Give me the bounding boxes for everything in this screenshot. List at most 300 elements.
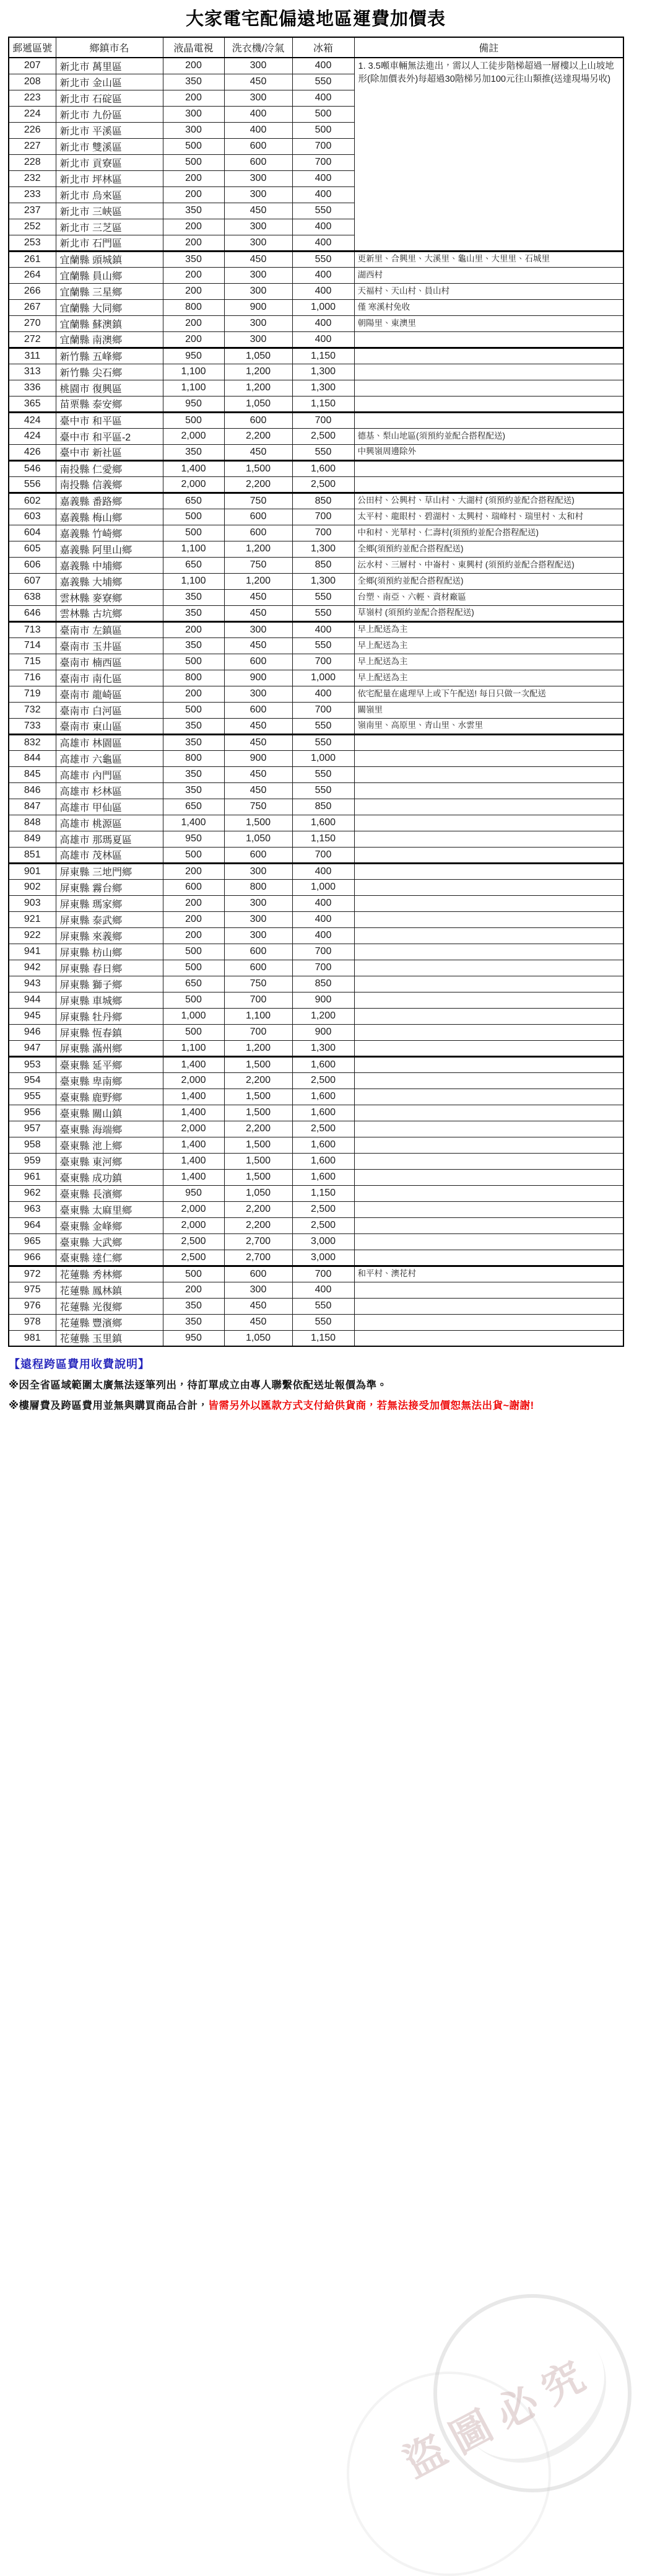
cell-lcd-tv: 200: [163, 927, 224, 944]
cell-remark: 台塑、南亞、六輕、資材廠區: [354, 589, 623, 605]
cell-zip: 224: [9, 106, 56, 122]
cell-lcd-tv: 1,100: [163, 364, 224, 380]
cell-lcd-tv: 200: [163, 283, 224, 299]
cell-washer-ac: 300: [224, 863, 292, 879]
cell-area: 雲林縣 麥寮鄉: [56, 589, 163, 605]
cell-fridge: 1,300: [292, 541, 354, 557]
cell-lcd-tv: 2,000: [163, 476, 224, 493]
cell-lcd-tv: 650: [163, 557, 224, 573]
cell-area: 臺中市 新社區: [56, 444, 163, 460]
cell-lcd-tv: 200: [163, 170, 224, 186]
cell-area: 臺中市 和平區-2: [56, 428, 163, 444]
cell-area: 臺東縣 成功鎮: [56, 1169, 163, 1185]
cell-fridge: 400: [292, 621, 354, 637]
cell-lcd-tv: 2,000: [163, 428, 224, 444]
cell-fridge: 400: [292, 235, 354, 251]
cell-remark: [354, 348, 623, 364]
cell-fridge: 400: [292, 170, 354, 186]
cell-area: 高雄市 內門區: [56, 766, 163, 782]
cell-area: 新北市 石門區: [56, 235, 163, 251]
cell-washer-ac: 450: [224, 718, 292, 734]
table-row: [9, 251, 623, 267]
cell-washer-ac: 1,050: [224, 396, 292, 412]
cell-fridge: 850: [292, 976, 354, 992]
cell-zip: 226: [9, 122, 56, 138]
table-row: [9, 1217, 623, 1233]
cell-area: 嘉義縣 中埔鄉: [56, 557, 163, 573]
cell-fridge: 700: [292, 509, 354, 525]
cell-zip: 733: [9, 718, 56, 734]
cell-lcd-tv: 1,100: [163, 573, 224, 589]
cell-zip: 261: [9, 251, 56, 267]
cell-zip: 646: [9, 605, 56, 621]
cell-washer-ac: 300: [224, 90, 292, 106]
table-row: [9, 1008, 623, 1024]
table-row: [9, 364, 623, 380]
table-row: [9, 654, 623, 670]
cell-fridge: 3,000: [292, 1250, 354, 1266]
cell-fridge: 700: [292, 154, 354, 170]
table-row: [9, 782, 623, 799]
cell-fridge: 700: [292, 1266, 354, 1282]
cell-washer-ac: 300: [224, 895, 292, 911]
table-row: [9, 412, 623, 428]
cell-washer-ac: 600: [224, 138, 292, 154]
cell-washer-ac: 450: [224, 251, 292, 267]
cell-fridge: 700: [292, 654, 354, 670]
table-row: [9, 589, 623, 605]
cell-fridge: 1,000: [292, 750, 354, 766]
cell-fridge: 550: [292, 605, 354, 621]
cell-zip: 903: [9, 895, 56, 911]
cell-area: 宜蘭縣 南澳鄉: [56, 331, 163, 348]
cell-zip: 227: [9, 138, 56, 154]
cell-area: 屏東縣 滿州鄉: [56, 1040, 163, 1056]
cell-lcd-tv: 350: [163, 203, 224, 219]
cell-washer-ac: 2,200: [224, 1121, 292, 1137]
cell-zip: 715: [9, 654, 56, 670]
cell-fridge: 1,000: [292, 879, 354, 895]
cell-fridge: 2,500: [292, 476, 354, 493]
cell-lcd-tv: 800: [163, 670, 224, 686]
cell-zip: 313: [9, 364, 56, 380]
cell-fridge: 400: [292, 283, 354, 299]
cell-fridge: 1,600: [292, 1137, 354, 1153]
watermark-circle2-icon: [347, 2372, 551, 2576]
cell-fridge: 2,500: [292, 428, 354, 444]
cell-washer-ac: 300: [224, 1282, 292, 1298]
table-row: [9, 1169, 623, 1185]
cell-fridge: 400: [292, 315, 354, 331]
cell-zip: 901: [9, 863, 56, 879]
cell-area: 宜蘭縣 蘇澳鎮: [56, 315, 163, 331]
cell-remark: 朝陽里、東澳里: [354, 315, 623, 331]
cell-lcd-tv: 500: [163, 138, 224, 154]
table-row: [9, 1105, 623, 1121]
cell-area: 宜蘭縣 大同鄉: [56, 299, 163, 315]
cell-fridge: 550: [292, 637, 354, 654]
table-row: [9, 863, 623, 879]
cell-washer-ac: 1,200: [224, 573, 292, 589]
cell-lcd-tv: 500: [163, 960, 224, 976]
footer-note-2: [9, 1397, 632, 1412]
cell-washer-ac: 1,050: [224, 831, 292, 847]
cell-zip: 966: [9, 1250, 56, 1266]
cell-lcd-tv: 200: [163, 686, 224, 702]
cell-remark: [354, 1233, 623, 1250]
cell-washer-ac: 300: [224, 267, 292, 283]
cell-area: 臺東縣 太麻里鄉: [56, 1201, 163, 1217]
cell-zip: 270: [9, 315, 56, 331]
cell-fridge: 3,000: [292, 1233, 354, 1250]
cell-washer-ac: 1,200: [224, 1040, 292, 1056]
table-row: [9, 1153, 623, 1169]
shipping-surcharge-table: [8, 37, 624, 1347]
cell-lcd-tv: 350: [163, 444, 224, 460]
cell-remark: [354, 1024, 623, 1040]
cell-remark: [354, 1121, 623, 1137]
table-row: [9, 267, 623, 283]
cell-washer-ac: 700: [224, 992, 292, 1008]
cell-fridge: 400: [292, 267, 354, 283]
table-row: [9, 702, 623, 718]
cell-zip: 959: [9, 1153, 56, 1169]
cell-fridge: 500: [292, 122, 354, 138]
cell-fridge: 850: [292, 557, 354, 573]
cell-lcd-tv: 200: [163, 235, 224, 251]
cell-area: 嘉義縣 阿里山鄉: [56, 541, 163, 557]
table-row: [9, 1298, 623, 1314]
cell-washer-ac: 1,200: [224, 380, 292, 396]
cell-zip: 975: [9, 1282, 56, 1298]
table-row: [9, 1233, 623, 1250]
cell-lcd-tv: 350: [163, 734, 224, 750]
cell-remark: [354, 927, 623, 944]
cell-remark: [354, 1298, 623, 1314]
cell-zip: 546: [9, 460, 56, 476]
cell-washer-ac: 1,500: [224, 460, 292, 476]
cell-zip: 922: [9, 927, 56, 944]
cell-fridge: 1,600: [292, 1105, 354, 1121]
cell-area: 新北市 烏來區: [56, 186, 163, 203]
cell-remark: 湖西村: [354, 267, 623, 283]
cell-lcd-tv: 200: [163, 331, 224, 348]
cell-lcd-tv: 2,000: [163, 1201, 224, 1217]
cell-remark: [354, 1314, 623, 1330]
cell-area: 臺南市 白河區: [56, 702, 163, 718]
cell-washer-ac: 600: [224, 412, 292, 428]
cell-zip: 978: [9, 1314, 56, 1330]
cell-zip: 207: [9, 58, 56, 74]
cell-area: 臺東縣 卑南鄉: [56, 1072, 163, 1089]
cell-zip: 947: [9, 1040, 56, 1056]
table-row: [9, 525, 623, 541]
cell-remark: 公田村、公興村、草山村、大湖村 (須預約並配合搭程配送): [354, 493, 623, 509]
cell-remark: [354, 799, 623, 815]
cell-washer-ac: 450: [224, 734, 292, 750]
cell-zip: 233: [9, 186, 56, 203]
footer-heading: 【遠程跨區費用收費說明】: [9, 1358, 150, 1370]
cell-area: 新北市 萬里區: [56, 58, 163, 74]
cell-washer-ac: 300: [224, 219, 292, 235]
cell-zip: 267: [9, 299, 56, 315]
cell-lcd-tv: 200: [163, 90, 224, 106]
cell-zip: 957: [9, 1121, 56, 1137]
cell-zip: 847: [9, 799, 56, 815]
cell-washer-ac: 900: [224, 299, 292, 315]
table-row: [9, 58, 623, 74]
cell-zip: 272: [9, 331, 56, 348]
table-row: [9, 1137, 623, 1153]
cell-zip: 832: [9, 734, 56, 750]
cell-washer-ac: 450: [224, 1298, 292, 1314]
cell-zip: 424: [9, 412, 56, 428]
cell-remark: 更新里、合興里、大溪里、龜山里、大里里、石城里: [354, 251, 623, 267]
column-header-washer-ac: 洗衣機/冷氣: [224, 37, 292, 58]
cell-lcd-tv: 2,500: [163, 1250, 224, 1266]
cell-remark: 中和村、光華村、仁壽村(須預約並配合搭程配送): [354, 525, 623, 541]
table-row: [9, 573, 623, 589]
cell-remark: [354, 460, 623, 476]
cell-washer-ac: 1,200: [224, 541, 292, 557]
cell-remark: 全鄉(須預約並配合搭程配送): [354, 573, 623, 589]
table-row: [9, 444, 623, 460]
cell-zip: 972: [9, 1266, 56, 1282]
cell-lcd-tv: 500: [163, 992, 224, 1008]
cell-fridge: 550: [292, 74, 354, 90]
cell-lcd-tv: 350: [163, 718, 224, 734]
cell-area: 南投縣 仁愛鄉: [56, 460, 163, 476]
cell-fridge: 700: [292, 960, 354, 976]
cell-remark: 沄水村、三層村、中崙村、東興村 (須預約並配合搭程配送): [354, 557, 623, 573]
cell-lcd-tv: 350: [163, 74, 224, 90]
cell-remark: [354, 1089, 623, 1105]
cell-washer-ac: 1,500: [224, 1105, 292, 1121]
cell-fridge: 550: [292, 203, 354, 219]
cell-washer-ac: 600: [224, 654, 292, 670]
table-row: [9, 331, 623, 348]
cell-remark: 早上配送為主: [354, 637, 623, 654]
table-row: [9, 493, 623, 509]
cell-washer-ac: 2,700: [224, 1250, 292, 1266]
cell-area: 高雄市 六龜區: [56, 750, 163, 766]
cell-area: 高雄市 桃源區: [56, 815, 163, 831]
table-row: [9, 1282, 623, 1298]
cell-remark: [354, 1185, 623, 1201]
cell-remark: [354, 766, 623, 782]
cell-remark: [354, 895, 623, 911]
cell-lcd-tv: 1,400: [163, 1056, 224, 1072]
cell-area: 臺東縣 達仁鄉: [56, 1250, 163, 1266]
cell-fridge: 500: [292, 106, 354, 122]
cell-zip: 252: [9, 219, 56, 235]
cell-remark: [354, 380, 623, 396]
cell-area: 臺東縣 池上鄉: [56, 1137, 163, 1153]
cell-remark: [354, 1137, 623, 1153]
cell-remark: [354, 992, 623, 1008]
cell-zip: 921: [9, 911, 56, 927]
cell-fridge: 400: [292, 331, 354, 348]
cell-remark: 僅 寒溪村免收: [354, 299, 623, 315]
cell-area: 高雄市 甲仙區: [56, 799, 163, 815]
cell-lcd-tv: 200: [163, 219, 224, 235]
cell-fridge: 400: [292, 1282, 354, 1298]
cell-lcd-tv: 200: [163, 315, 224, 331]
table-row: [9, 960, 623, 976]
cell-remark: [354, 331, 623, 348]
cell-fridge: 900: [292, 992, 354, 1008]
cell-fridge: 1,150: [292, 1185, 354, 1201]
cell-zip: 232: [9, 170, 56, 186]
cell-fridge: 1,150: [292, 396, 354, 412]
cell-zip: 714: [9, 637, 56, 654]
cell-remark: [354, 1330, 623, 1346]
cell-lcd-tv: 350: [163, 1298, 224, 1314]
cell-lcd-tv: 300: [163, 122, 224, 138]
cell-area: 新北市 金山區: [56, 74, 163, 90]
cell-fridge: 550: [292, 444, 354, 460]
cell-zip: 851: [9, 847, 56, 863]
cell-lcd-tv: 2,000: [163, 1121, 224, 1137]
cell-zip: 844: [9, 750, 56, 766]
table-row: [9, 1121, 623, 1137]
footer-note-2-red: 皆需另外以匯款方式支付給供貨商，若無法接受加價恕無法出貨~謝謝!: [208, 1400, 534, 1411]
cell-fridge: 700: [292, 702, 354, 718]
cell-fridge: 550: [292, 782, 354, 799]
column-header-zip: 郵遞區號: [9, 37, 56, 58]
cell-area: 臺東縣 東河鄉: [56, 1153, 163, 1169]
cell-remark: 關嶺里: [354, 702, 623, 718]
cell-remark: [354, 944, 623, 960]
cell-area: 臺東縣 大武鄉: [56, 1233, 163, 1250]
column-header-lcd-tv: 液晶電視: [163, 37, 224, 58]
cell-remark: [354, 1072, 623, 1089]
cell-zip: 962: [9, 1185, 56, 1201]
cell-lcd-tv: 350: [163, 782, 224, 799]
cell-lcd-tv: 500: [163, 944, 224, 960]
cell-area: 嘉義縣 竹崎鄉: [56, 525, 163, 541]
cell-zip: 848: [9, 815, 56, 831]
cell-washer-ac: 2,200: [224, 1217, 292, 1233]
cell-area: 屏東縣 霧台鄉: [56, 879, 163, 895]
cell-fridge: 1,200: [292, 1008, 354, 1024]
cell-area: 高雄市 那瑪夏區: [56, 831, 163, 847]
cell-washer-ac: 300: [224, 331, 292, 348]
cell-lcd-tv: 500: [163, 525, 224, 541]
cell-fridge: 1,600: [292, 815, 354, 831]
cell-remark: [354, 364, 623, 380]
cell-lcd-tv: 1,400: [163, 1153, 224, 1169]
cell-zip: 603: [9, 509, 56, 525]
table-row: [9, 637, 623, 654]
cell-area: 嘉義縣 番路鄉: [56, 493, 163, 509]
cell-fridge: 2,500: [292, 1121, 354, 1137]
cell-fridge: 550: [292, 589, 354, 605]
cell-area: 新北市 九份區: [56, 106, 163, 122]
table-row: [9, 283, 623, 299]
cell-area: 屏東縣 牡丹鄉: [56, 1008, 163, 1024]
cell-zip: 426: [9, 444, 56, 460]
cell-area: 臺南市 東山區: [56, 718, 163, 734]
cell-lcd-tv: 200: [163, 267, 224, 283]
table-row: [9, 976, 623, 992]
cell-remark: [354, 847, 623, 863]
cell-zip: 237: [9, 203, 56, 219]
cell-fridge: 1,600: [292, 1169, 354, 1185]
table-row: [9, 750, 623, 766]
cell-lcd-tv: 950: [163, 348, 224, 364]
cell-area: 花蓮縣 光復鄉: [56, 1298, 163, 1314]
cell-zip: 605: [9, 541, 56, 557]
cell-remark: [354, 976, 623, 992]
cell-lcd-tv: 2,000: [163, 1217, 224, 1233]
footer-note-2-black: ※樓層費及跨區費用並無與購買商品合計，: [9, 1400, 209, 1411]
cell-lcd-tv: 950: [163, 1185, 224, 1201]
cell-washer-ac: 1,500: [224, 815, 292, 831]
cell-zip: 716: [9, 670, 56, 686]
cell-zip: 266: [9, 283, 56, 299]
cell-fridge: 400: [292, 58, 354, 74]
cell-zip: 713: [9, 621, 56, 637]
cell-washer-ac: 1,500: [224, 1056, 292, 1072]
cell-remark: [354, 1282, 623, 1298]
cell-zip: 976: [9, 1298, 56, 1314]
table-row: [9, 1089, 623, 1105]
cell-lcd-tv: 200: [163, 186, 224, 203]
cell-area: 花蓮縣 秀林鄉: [56, 1266, 163, 1282]
cell-washer-ac: 400: [224, 106, 292, 122]
cell-lcd-tv: 1,000: [163, 1008, 224, 1024]
cell-fridge: 1,150: [292, 1330, 354, 1346]
cell-lcd-tv: 950: [163, 396, 224, 412]
cell-washer-ac: 750: [224, 557, 292, 573]
cell-area: 臺南市 龍崎區: [56, 686, 163, 702]
table-row: [9, 766, 623, 782]
cell-remark: 德基、梨山地區(須預約並配合搭程配送): [354, 428, 623, 444]
cell-area: 花蓮縣 玉里鎮: [56, 1330, 163, 1346]
table-row: [9, 1072, 623, 1089]
cell-washer-ac: 800: [224, 879, 292, 895]
cell-area: 臺東縣 長濱鄉: [56, 1185, 163, 1201]
cell-zip: 719: [9, 686, 56, 702]
cell-lcd-tv: 200: [163, 58, 224, 74]
watermark-circle-icon: [433, 2294, 632, 2492]
cell-zip: 336: [9, 380, 56, 396]
cell-zip: 958: [9, 1137, 56, 1153]
cell-area: 新北市 平溪區: [56, 122, 163, 138]
cell-washer-ac: 900: [224, 670, 292, 686]
cell-washer-ac: 600: [224, 960, 292, 976]
table-row: [9, 621, 623, 637]
cell-remark: [354, 750, 623, 766]
cell-zip: 365: [9, 396, 56, 412]
cell-washer-ac: 300: [224, 911, 292, 927]
cell-fridge: 850: [292, 493, 354, 509]
cell-lcd-tv: 1,100: [163, 380, 224, 396]
cell-area: 臺南市 左鎮區: [56, 621, 163, 637]
cell-washer-ac: 1,500: [224, 1137, 292, 1153]
cell-lcd-tv: 350: [163, 589, 224, 605]
table-row: [9, 428, 623, 444]
fee-table-wrap: [8, 37, 623, 1347]
cell-washer-ac: 600: [224, 525, 292, 541]
cell-washer-ac: 300: [224, 927, 292, 944]
cell-washer-ac: 1,200: [224, 364, 292, 380]
cell-washer-ac: 450: [224, 74, 292, 90]
cell-area: 高雄市 林園區: [56, 734, 163, 750]
table-row: [9, 718, 623, 734]
cell-fridge: 700: [292, 525, 354, 541]
